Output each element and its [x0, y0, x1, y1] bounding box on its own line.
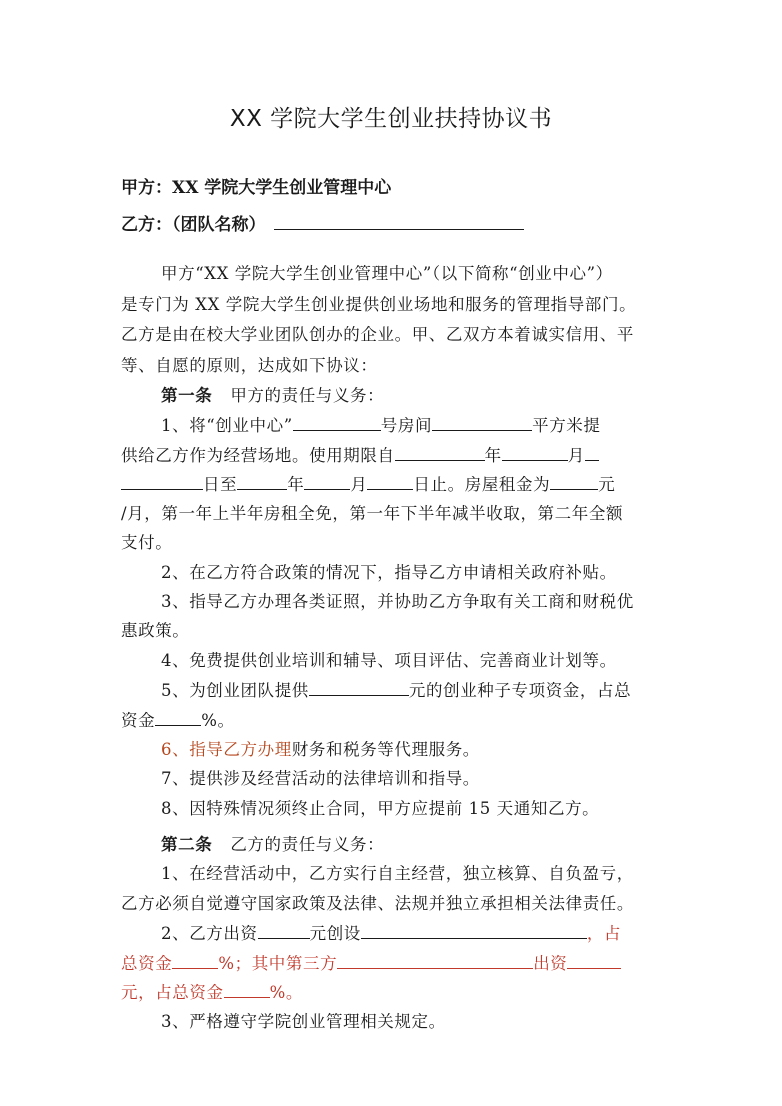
- article-2-item-2-line-2: [121, 951, 666, 976]
- article-1-item-5-line-2: [121, 708, 666, 733]
- article-2-item-2-line-1: [121, 921, 666, 946]
- blank: [293, 413, 381, 431]
- blank: [309, 678, 409, 696]
- highlighted-text: 6、指导乙方办理: [161, 740, 292, 759]
- article-1-item-7: 7、提供涉及经营活动的法律培训和指导。: [161, 769, 480, 788]
- blank: [567, 951, 621, 969]
- blank: [585, 443, 599, 461]
- text: 供给乙方作为经营场地。使用期限自: [121, 446, 395, 465]
- article-1-item-1-line-4: /月，第一年上半年房租全免，第一年下半年减半收取，第二年全额: [121, 504, 624, 523]
- text: 日至: [203, 475, 238, 494]
- intro-line-2: 是专门为 XX 学院大学生创业提供创业场地和服务的管理指导部门。: [121, 295, 637, 314]
- party-a: 甲方：XX 学院大学生创业管理中心: [121, 178, 392, 198]
- blank: [224, 980, 270, 998]
- party-b-label: 乙方：（团队名称）: [121, 215, 266, 235]
- text: 号房间: [380, 416, 433, 435]
- text: 年: [287, 475, 305, 494]
- blank: [121, 472, 203, 490]
- party-b: [121, 212, 524, 237]
- intro-line-4: 等、自愿的原则，达成如下协议：: [121, 356, 378, 375]
- article-2-item-2-line-3: [121, 980, 666, 1005]
- article-1-item-3-line-2: 惠政策。: [121, 621, 190, 640]
- text: 月: [350, 475, 368, 494]
- article-2-item-1-line-2: 乙方必须自觉遵守国家政策及法律、法规并独立承担相关法律责任。: [121, 894, 634, 913]
- article-1-item-1-line-5: 支付。: [121, 533, 173, 552]
- article-1-item-2: 2、在乙方符合政策的情况下，指导乙方申请相关政府补贴。: [161, 563, 617, 582]
- text: 2、乙方出资: [161, 924, 258, 943]
- text: %；其中第三方: [218, 954, 338, 973]
- text: %。: [201, 711, 235, 730]
- text: 年: [484, 446, 502, 465]
- team-name-blank: [274, 212, 524, 230]
- article-2-number: 第二条: [161, 835, 213, 854]
- article-2-item-3: 3、严格遵守学院创业管理相关规定。: [161, 1012, 446, 1031]
- article-1-item-4: 4、免费提供创业培训和辅导、项目评估、完善商业计划等。: [161, 651, 617, 670]
- blank: [337, 951, 533, 969]
- article-1-title: 甲方的责任与义务：: [230, 386, 385, 405]
- text: 日止。房屋租金为: [413, 475, 551, 494]
- blank: [172, 951, 218, 969]
- blank: [502, 443, 568, 461]
- article-1-item-5-line-1: [121, 678, 666, 703]
- blank: [304, 472, 350, 490]
- blank: [432, 413, 532, 431]
- text: 元创设: [309, 924, 361, 943]
- blank: [395, 443, 485, 461]
- article-1-item-1-line-1: [121, 413, 666, 438]
- text: 元，占总资金: [121, 983, 224, 1002]
- text: 5、为创业团队提供: [161, 681, 309, 700]
- text: 1、将“创业中心”: [161, 416, 293, 435]
- text: 元的创业种子专项资金，占总: [408, 681, 632, 700]
- text: ，占: [586, 924, 622, 943]
- text: 总资金: [121, 954, 173, 973]
- article-1-item-3-line-1: 3、指导乙方办理各类证照，并协助乙方争取有关工商和财税优: [161, 592, 634, 611]
- article-2-title: 乙方的责任与义务：: [230, 835, 385, 854]
- text: 出资: [533, 954, 568, 973]
- article-2-item-1-line-1: 1、在经营活动中，乙方实行自主经营，独立核算、自负盈亏，: [161, 864, 634, 883]
- article-1-item-6: [121, 738, 666, 762]
- text: 月: [567, 446, 585, 465]
- blank: [361, 921, 587, 939]
- blank: [367, 472, 413, 490]
- blank: [155, 708, 201, 726]
- text: 平方米提: [532, 416, 601, 435]
- text: 资金: [121, 711, 156, 730]
- article-1-item-1-line-2: [121, 443, 666, 468]
- document-title: XX 学院大学生创业扶持协议书: [229, 106, 553, 132]
- article-2-heading: [121, 833, 666, 857]
- intro-line-1: 甲方“XX 学院大学生创业管理中心”（以下简称“创业中心”）: [161, 264, 613, 283]
- blank: [258, 921, 310, 939]
- text: 元: [598, 475, 616, 494]
- text: 财务和税务等代理服务。: [291, 740, 480, 759]
- blank: [550, 472, 598, 490]
- article-1-item-1-line-3: [121, 472, 666, 497]
- intro-line-3: 乙方是由在校大学业团队创办的企业。甲、乙双方本着诚实信用、平: [121, 325, 634, 344]
- text: %。: [269, 983, 303, 1002]
- article-1-item-8: 8、因特殊情况须终止合同，甲方应提前 15 天通知乙方。: [161, 799, 600, 818]
- article-1-heading: [121, 384, 666, 408]
- article-1-number: 第一条: [161, 386, 213, 405]
- blank: [237, 472, 287, 490]
